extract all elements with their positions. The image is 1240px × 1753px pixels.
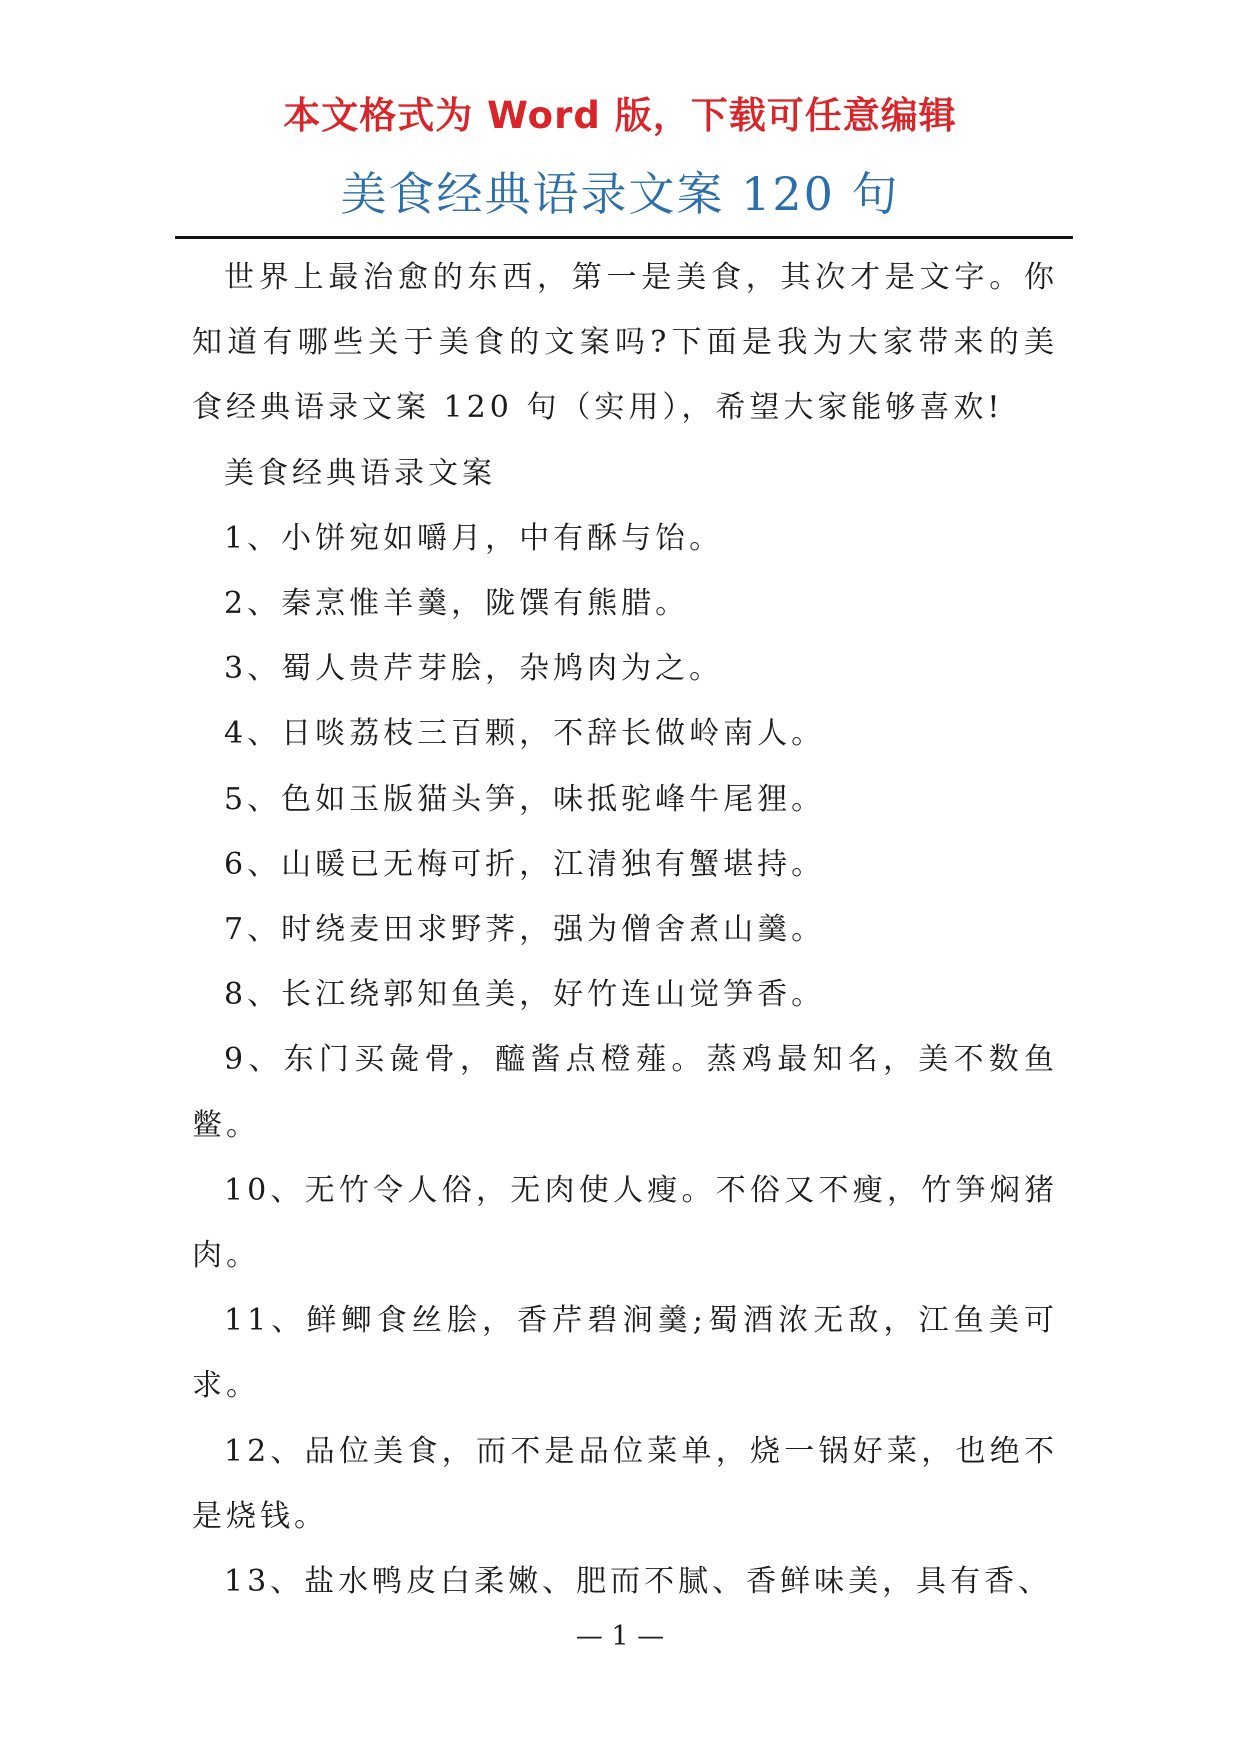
intro-paragraph: 世界上最治愈的东西，第一是美食，其次才是文字。你知道有哪些关于美食的文案吗?下面是我为大家带来的美食经典语录文案 120 句（实用），希望大家能够喜欢! (192, 260, 1058, 426)
quote-item: 9、东门买彘骨，醯酱点橙薤。蒸鸡最知名，美不数鱼鳖。 (192, 1042, 1058, 1143)
quote-item: 3、蜀人贵芹芽脍，杂鸠肉为之。 (224, 651, 724, 687)
page-title: 美食经典语录文案 120 句 (340, 167, 900, 221)
quote-item: 6、山暖已无梅可折，江清独有蟹堪持。 (224, 846, 826, 882)
quote-item: 11、鲜鲫食丝脍，香芹碧涧羹;蜀酒浓无敌，江鱼美可求。 (192, 1303, 1058, 1404)
quote-item: 10、无竹令人俗，无肉使人瘦。不俗又不瘦，竹笋焖猪肉。 (192, 1172, 1058, 1274)
page-number: — 1 — (575, 1621, 665, 1652)
quote-item: 7、时绕麦田求野荠，强为僧舍煮山羹。 (224, 912, 826, 948)
title-divider (175, 236, 1073, 239)
quote-item: 1、小饼宛如嚼月，中有酥与饴。 (224, 520, 724, 556)
document-body (192, 245, 1058, 1614)
quote-item: 12、品位美食，而不是品位菜单，烧一锅好菜，也绝不是烧钱。 (192, 1433, 1058, 1534)
quote-item: 5、色如玉版猫头笋，味抵驼峰牛尾狸。 (224, 781, 826, 817)
quote-item: 2、秦烹惟羊羹，陇馔有熊腊。 (224, 586, 690, 622)
section-heading: 美食经典语录文案 (224, 455, 496, 491)
quote-item: 13、盐水鸭皮白柔嫩、肥而不腻、香鲜味美，具有香、 (224, 1564, 1053, 1600)
word-format-banner: 本文格式为 Word 版，下载可任意编辑 (283, 94, 957, 137)
quote-item: 4、日啖荔枝三百颗，不辞长做岭南人。 (224, 716, 826, 752)
quote-item: 8、长江绕郭知鱼美，好竹连山觉笋香。 (224, 977, 826, 1013)
